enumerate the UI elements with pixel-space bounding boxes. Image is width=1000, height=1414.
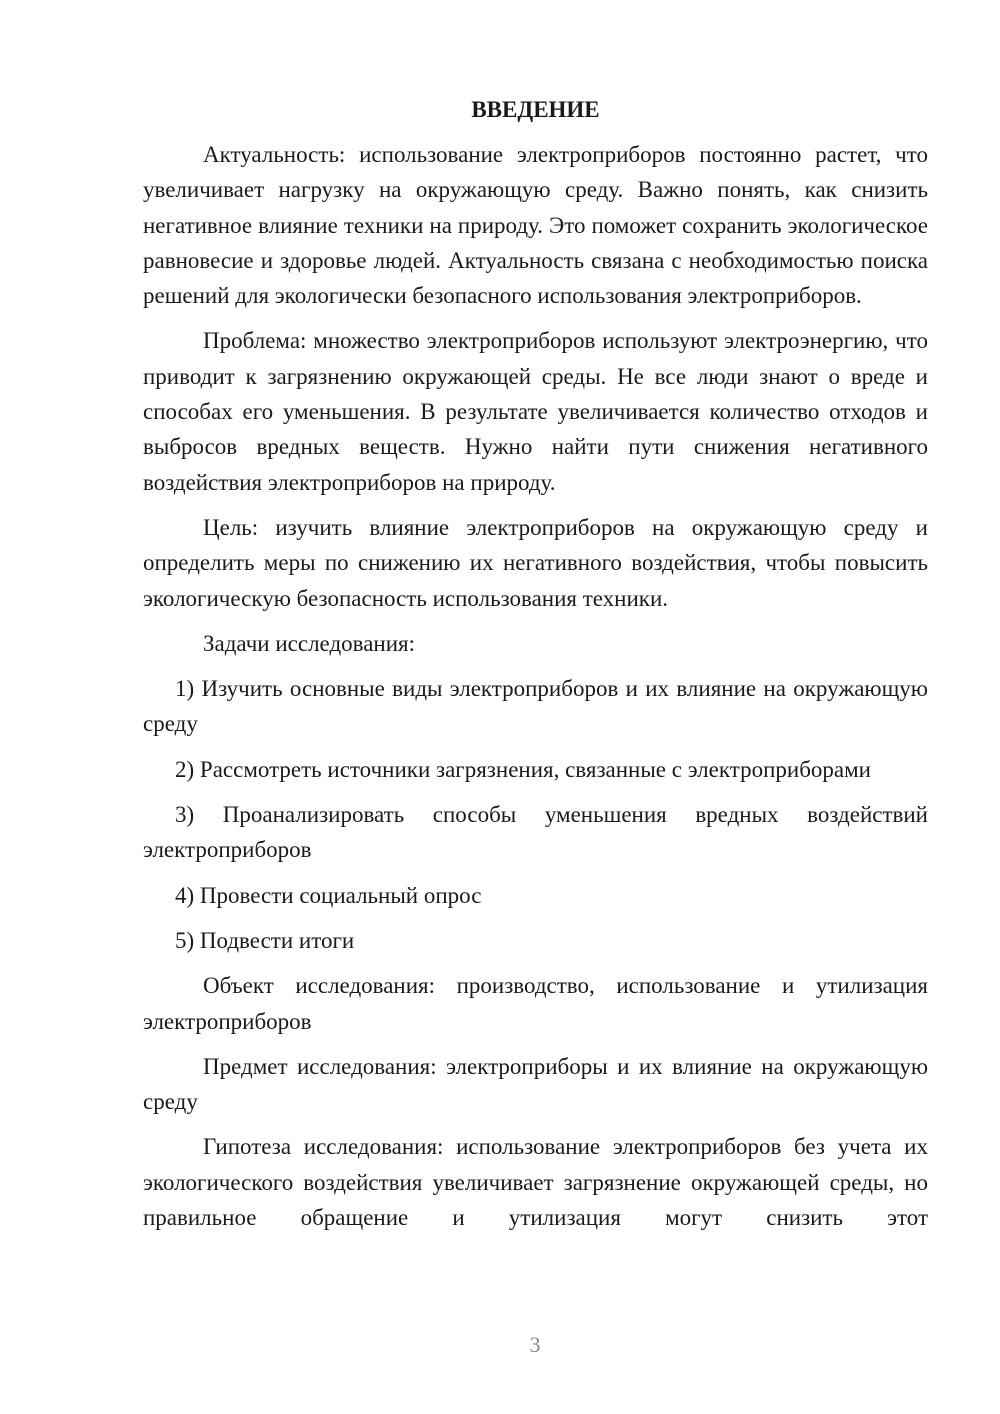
hypothesis-paragraph: Гипотеза исследования: использование электроприборов без учета их экологического воздействия увеличивает загрязнение окружающей среды, но правильное обращение и утилизация могут снизить этот: [143, 1134, 928, 1231]
object-paragraph: Объект исследования: производство, использование и утилизация электроприборов: [143, 973, 928, 1034]
tasks-heading: Задачи исследования:: [203, 630, 416, 656]
page-content: [143, 92, 928, 1245]
section-title: ВВЕДЕНИЕ: [471, 97, 600, 122]
task-item-1: 1) Изучить основные виды электроприборов и их влияние на окружающую среду: [143, 676, 928, 737]
task-item-2: 2) Рассмотреть источники загрязнения, связанные с электроприборами: [175, 756, 871, 782]
subject-paragraph: Предмет исследования: электроприборы и их влияние на окружающую среду: [143, 1053, 928, 1115]
goal-paragraph: Цель: изучить влияние электроприборов на окружающую среду и определить меры по снижению их негативного воздействия, чтобы повысить экологическую безопасность использования техники.: [143, 514, 928, 611]
relevance-paragraph: Актуальность: использование электроприборов постоянно растет, что увеличивает нагрузку на окружающую среду. Важно понять, как снизить негативное влияние техники на природу. Это поможет сохранить экологическое равновесие и здоровье людей. Актуальность связана с необходимостью поиска решений для экологически безопасного использования электроприборов.: [143, 142, 928, 309]
task-item-3: 3) Проанализировать способы уменьшения вредных воздействий электроприборов: [143, 802, 928, 863]
task-item-5: 5) Подвести итоги: [175, 927, 355, 953]
page-number: 3: [529, 1332, 541, 1357]
task-item-4: 4) Провести социальный опрос: [175, 882, 482, 908]
problem-paragraph: Проблема: множество электроприборов используют электроэнергию, что приводит к загрязнению окружающей среды. Не все люди знают о вреде и способах его уменьшения. В результате увеличивается количество отходов и выбросов вредных веществ. Нужно найти пути снижения негативного воздействия электроприборов на природу.: [143, 328, 928, 495]
